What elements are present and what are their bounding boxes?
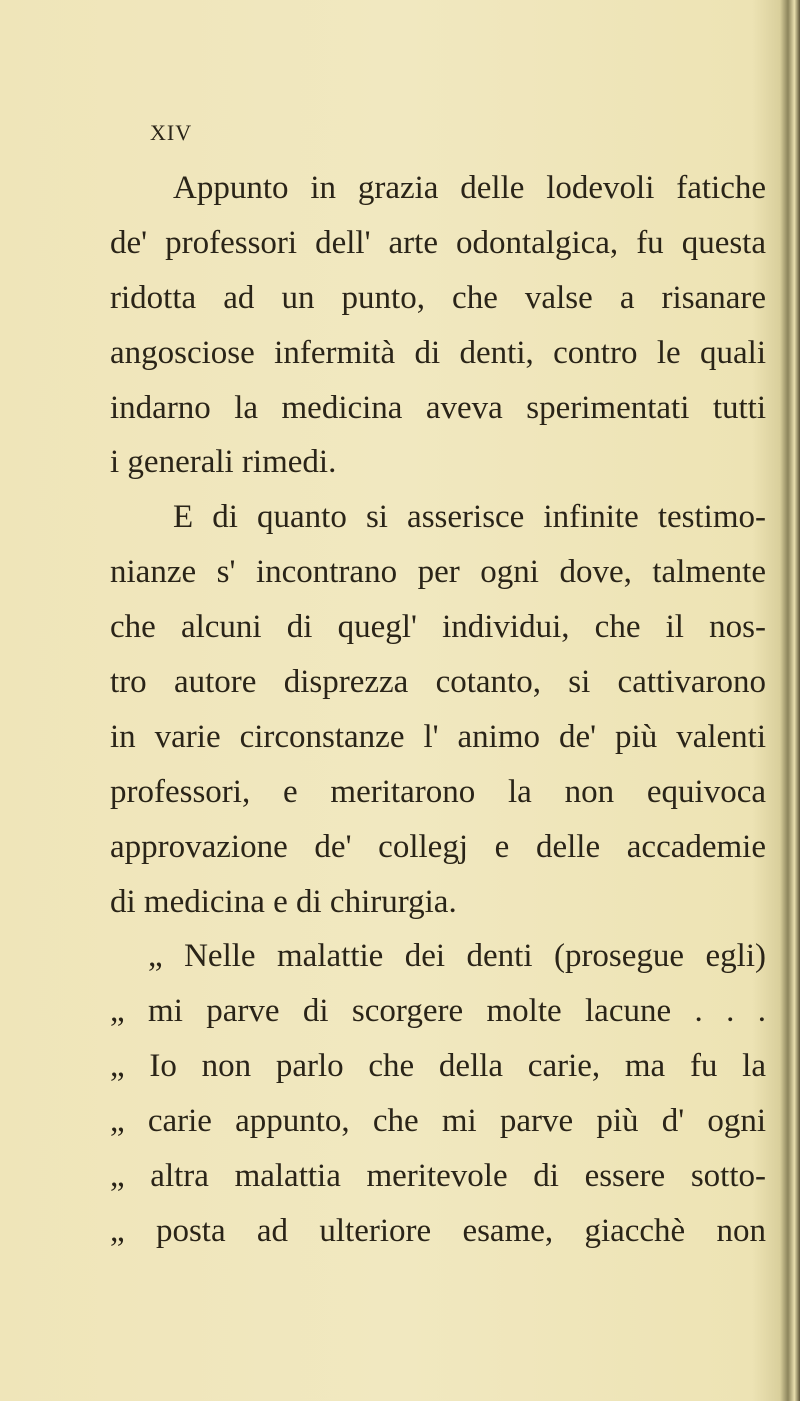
text-line: i generali rimedi. xyxy=(110,444,337,481)
text-line: angosciose infermità di denti, contro le quali xyxy=(110,334,766,371)
text-line: „ carie appunto, che mi parve più d' ogni xyxy=(110,1103,766,1140)
text-line: E di quanto si asserisce infinite testimo- xyxy=(173,499,766,536)
text-line: professori, e meritarono la non equivoca xyxy=(110,773,766,810)
text-line: „ mi parve di scorgere molte lacune . . . xyxy=(110,993,766,1030)
text-line: ridotta ad un punto, che valse a risanare xyxy=(110,279,766,316)
text-line: che alcuni di quegl' individui, che il nos- xyxy=(110,609,766,646)
text-line: indarno la medicina aveva sperimentati tutti xyxy=(110,389,766,426)
text-line: tro autore disprezza cotanto, si cattivarono xyxy=(110,664,766,701)
text-line: „ Nelle malattie dei denti (prosegue egli) xyxy=(148,938,766,975)
text-line: „ Io non parlo che della carie, ma fu la xyxy=(110,1048,766,1085)
text-line: Appunto in grazia delle lodevoli fatiche xyxy=(173,170,766,206)
page-number: XIV xyxy=(150,120,193,145)
text-line: approvazione de' collegj e delle accademie xyxy=(110,828,766,865)
body-text xyxy=(110,161,766,1259)
text-line: de' professori dell' arte odontalgica, fu questa xyxy=(110,224,766,261)
text-line: „ posta ad ulteriore esame, giacchè non xyxy=(110,1212,766,1249)
text-line: „ altra malattia meritevole di essere sotto- xyxy=(110,1158,766,1195)
text-line: nianze s' incontrano per ogni dove, talmente xyxy=(110,554,766,591)
text-line: in varie circonstanze l' animo de' più valenti xyxy=(110,718,766,755)
text-line: di medicina e di chirurgia. xyxy=(110,883,457,920)
